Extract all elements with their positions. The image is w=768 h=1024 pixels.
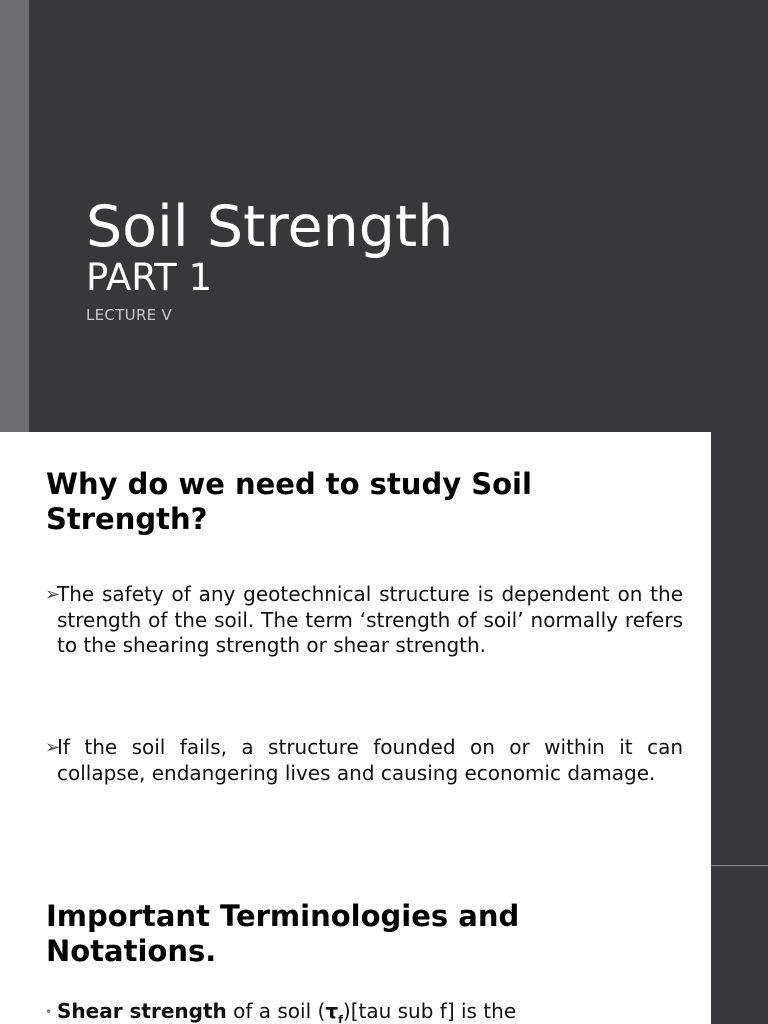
term-text-before: of a soil ( — [226, 999, 326, 1023]
next-slide-edge-bottom — [711, 867, 768, 1024]
bullet-text: The safety of any geotechnical structure is dependent on the strength of the soil. The term ‘strength of soil’ normally refers to the shearing strength or shear strength. — [57, 582, 683, 657]
term-text-after: )[tau sub f] is the — [342, 999, 517, 1023]
bullet-text — [46, 999, 683, 1024]
bullet-safety — [46, 582, 683, 659]
dot-bullet-icon: • — [45, 1005, 53, 1019]
content-slide — [0, 432, 711, 1024]
arrow-bullet-icon: ➢ — [45, 584, 61, 605]
slide-divider — [711, 865, 768, 866]
title-slide — [0, 0, 768, 432]
bullet-shear-strength — [46, 999, 683, 1024]
slide-title: Soil Strength — [86, 194, 454, 260]
lecture-label: LECTURE V — [86, 306, 173, 324]
bullet-text: If the soil fails, a structure founded on or within it can collapse, endangering lives and causing economic damage. — [57, 735, 683, 785]
accent-stripe — [0, 0, 29, 432]
slide-subtitle: PART 1 — [86, 256, 213, 299]
tau-symbol: $\tau_f$ — [325, 999, 343, 1024]
section-heading-terminologies: Important Terminologies and Notations. — [46, 899, 520, 968]
section-heading-why: Why do we need to study Soil Strength? — [46, 467, 532, 536]
bullet-failure — [46, 735, 683, 786]
term-name: Shear strength — [57, 999, 227, 1023]
next-slide-edge-top — [711, 432, 768, 865]
arrow-bullet-icon: ➢ — [45, 737, 61, 758]
